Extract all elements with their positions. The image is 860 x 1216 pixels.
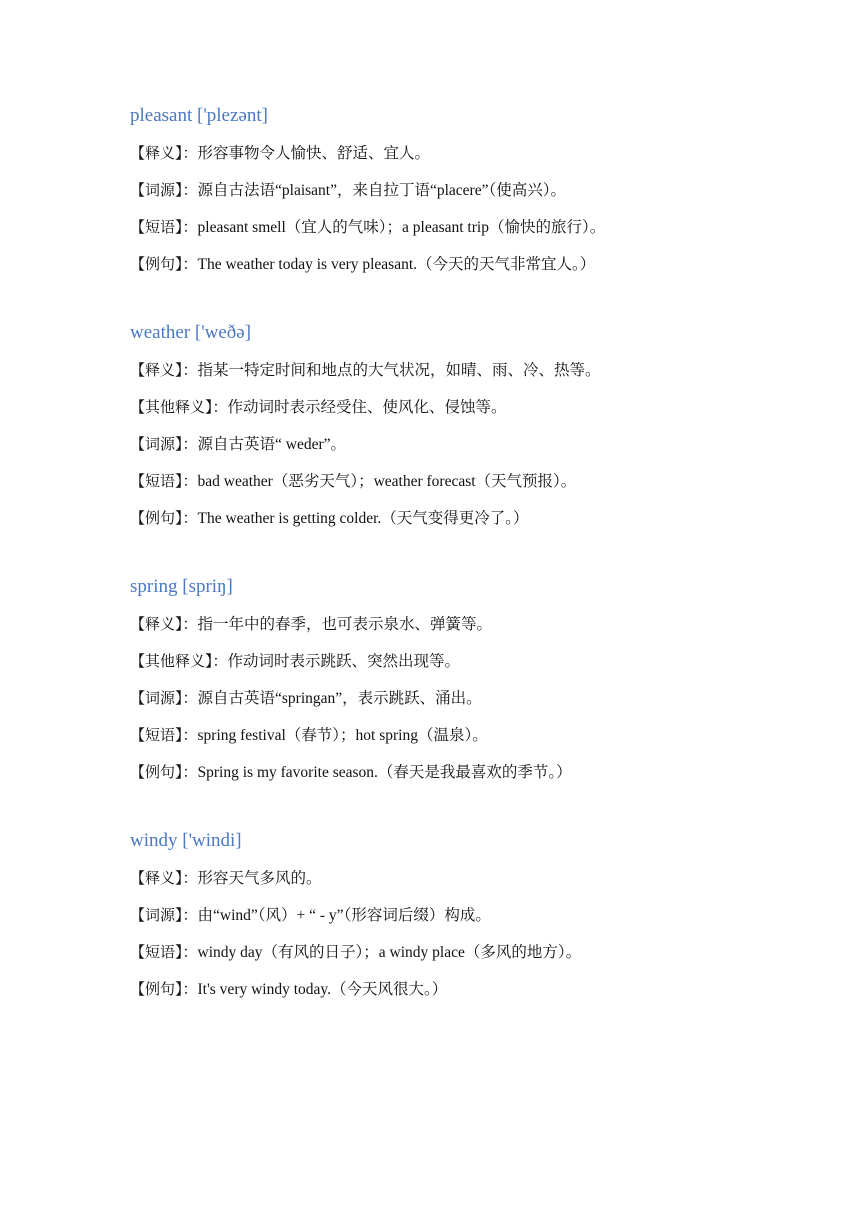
etymology-line <box>130 178 810 202</box>
definition-line <box>130 358 810 382</box>
other-definition-line <box>130 395 810 419</box>
section-tag: 【释义】： <box>130 615 198 633</box>
example-line <box>130 760 810 784</box>
example-line <box>130 977 810 1001</box>
section-tag: 【例句】： <box>130 980 198 998</box>
section-tag: 【释义】： <box>130 144 198 162</box>
section-text: 作动词时表示经受住、使风化、侵蚀等。 <box>227 399 507 416</box>
etymology-line <box>130 432 810 456</box>
etymology-line <box>130 686 810 710</box>
entry-pleasant <box>130 104 810 289</box>
example-line <box>130 252 810 276</box>
section-tag: 【词源】： <box>130 181 198 199</box>
etymology-line <box>130 903 810 927</box>
section-text: 源自古法语“plaisant”，来自拉丁语“placere”（使高兴）。 <box>197 182 566 199</box>
section-text: The weather is getting colder.（天气变得更冷了。） <box>197 510 529 527</box>
section-text: spring festival（春节）；hot spring（温泉）。 <box>197 727 488 744</box>
definition-line <box>130 141 810 165</box>
phrases-line <box>130 469 810 493</box>
other-definition-line <box>130 649 810 673</box>
headword: pleasant ['plezənt] <box>130 105 268 126</box>
section-tag: 【释义】： <box>130 869 198 887</box>
section-tag: 【短语】： <box>130 943 198 961</box>
section-text: 指一年中的春季，也可表示泉水、弹簧等。 <box>197 616 493 633</box>
section-tag: 【其他释义】： <box>130 652 228 670</box>
section-text: windy day（有风的日子）；a windy place（多风的地方）。 <box>197 944 582 961</box>
phrases-line <box>130 215 810 239</box>
phrases-line <box>130 940 810 964</box>
section-text: 形容天气多风的。 <box>197 870 322 887</box>
headword: windy ['windi] <box>130 830 242 851</box>
section-tag: 【例句】： <box>130 255 198 273</box>
section-text: The weather today is very pleasant.（今天的天气非常宜人。） <box>197 256 596 273</box>
section-text: bad weather（恶劣天气）；weather forecast（天气预报）。 <box>197 473 577 490</box>
section-text: 源自古英语“springan”，表示跳跃、涌出。 <box>197 690 482 707</box>
section-tag: 【短语】： <box>130 218 198 236</box>
section-tag: 【短语】： <box>130 472 198 490</box>
headword: weather ['weðə] <box>130 322 252 343</box>
section-tag: 【词源】： <box>130 689 198 707</box>
phrases-line <box>130 723 810 747</box>
section-text: 源自古英语“ weder”。 <box>197 436 347 453</box>
definition-line <box>130 866 810 890</box>
entry-windy <box>130 829 810 1014</box>
definition-line <box>130 612 810 636</box>
section-tag: 【短语】： <box>130 726 198 744</box>
section-tag: 【释义】： <box>130 361 198 379</box>
example-line <box>130 506 810 530</box>
headword: spring [spriŋ] <box>130 576 233 597</box>
entry-spring <box>130 575 810 797</box>
entry-weather <box>130 321 810 543</box>
section-text: 指某一特定时间和地点的大气状况，如晴、雨、冷、热等。 <box>197 362 601 379</box>
section-text: It's very windy today.（今天风很大。） <box>197 981 448 998</box>
section-tag: 【词源】： <box>130 906 198 924</box>
section-tag: 【例句】： <box>130 509 198 527</box>
section-text: 形容事物令人愉快、舒适、宜人。 <box>197 145 431 162</box>
section-text: 作动词时表示跳跃、突然出现等。 <box>227 653 461 670</box>
section-text: pleasant smell（宜人的气味）；a pleasant trip（愉快的旅行）。 <box>197 219 606 236</box>
section-text: 由“wind”（风）+ “ - y”（形容词后缀）构成。 <box>197 907 491 924</box>
section-tag: 【其他释义】： <box>130 398 228 416</box>
section-tag: 【例句】： <box>130 763 198 781</box>
section-text: Spring is my favorite season.（春天是我最喜欢的季节。） <box>197 764 572 781</box>
section-tag: 【词源】： <box>130 435 198 453</box>
